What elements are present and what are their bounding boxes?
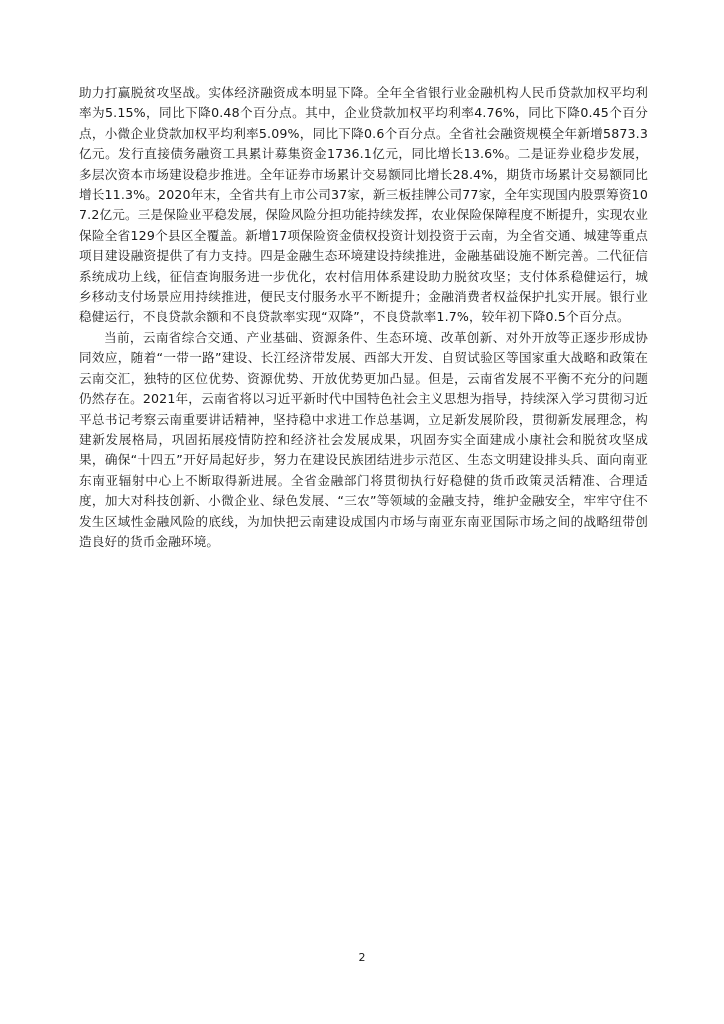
document-body xyxy=(79,83,648,552)
paragraph-outlook: 当前，云南省综合交通、产业基础、资源条件、生态环境、改革创新、对外开放等正逐步形成协同效应，随着“一带一路”建设、长江经济带发展、西部大开发、自贸试验区等国家重大战略和政策在云南交汇，独特的区位优势、资源优势、开放优势更加凸显。但是，云南省发展不平衡不充分的问题仍然存在。2021年，云南省将以习近平新时代中国特色社会主义思想为指导，持续深入学习贯彻习近平总书记考察云南重要讲话精神，坚持稳中求进工作总基调，立足新发展阶段，贯彻新发展理念，构建新发展格局，巩固拓展疫情防控和经济社会发展成果，巩固夯实全面建成小康社会和脱贫攻坚成果，确保“十四五”开好局起好步，努力在建设民族团结进步示范区、生态文明建设排头兵、面向南亚东南亚辐射中心上不断取得新进展。全省金融部门将贯彻执行好稳健的货币政策灵活精准、合理适度，加大对科技创新、小微企业、绿色发展、“三农”等领域的金融支持，维护金融安全，牢牢守住不发生区域性金融风险的底线，为加快把云南建设成国内市场与南亚东南亚国际市场之间的战略纽带创造良好的货币金融环境。 xyxy=(79,329,648,549)
page-number: 2 xyxy=(358,951,366,964)
paragraph-continued: 助力打赢脱贫攻坚战。实体经济融资成本明显下降。全年全省银行业金融机构人民币贷款加权平均利率为5.15%，同比下降0.48个百分点。其中，企业贷款加权平均利率4.76%，同比下降0.45个百分点，小微企业贷款加权平均利率5.09%，同比下降0.6个百分点。全省社会融资规模全年新增5873.3亿元。发行直接债务融资工具累计募集资金1736.1亿元，同比增长13.6%。二是证券业稳步发展，多层次资本市场建设稳步推进。全年证券市场累计交易额同比增长28.4%，期货市场累计交易额同比增长11.3%。2020年末，全省共有上市公司37家，新三板挂牌公司77家，全年实现国内股票筹资107.2亿元。三是保险业平稳发展，保险风险分担功能持续发挥，农业保险保障程度不断提升，实现农业保险全省129个县区全覆盖。新增17项保险资金债权投资计划投资于云南，为全省交通、城建等重点项目建设融资提供了有力支持。四是金融生态环境建设持续推进，金融基础设施不断完善。二代征信系统成功上线，征信查询服务进一步优化，农村信用体系建设助力脱贫攻坚；支付体系稳健运行，城乡移动支付场景应用持续推进，便民支付服务水平不断提升；金融消费者权益保护扎实开展。银行业稳健运行，不良贷款余额和不良贷款率实现“双降”，不良贷款率1.7%，较年初下降0.5个百分点。 xyxy=(79,85,648,325)
